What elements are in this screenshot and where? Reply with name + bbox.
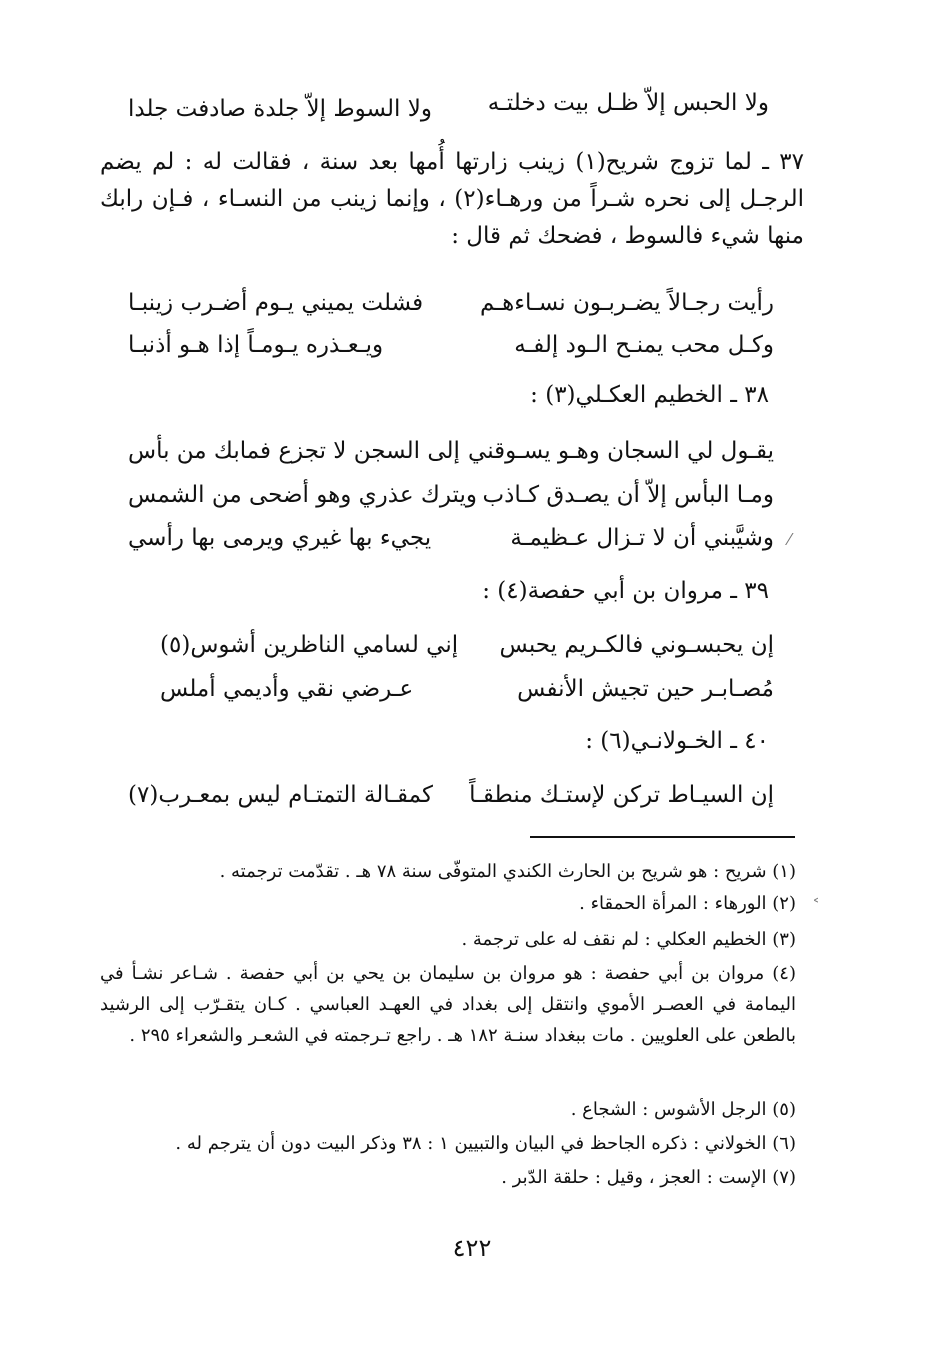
verse-right-hemistich: إن يحبسـوني فالكـريم يحبس [499, 632, 774, 658]
section-heading-39: ٣٩ ـ مروان بن أبي حفصة(٤) : [482, 578, 769, 604]
verse-right-hemistich: رأيت رجـالاً يضـربـون نسـاءهـم [480, 290, 774, 316]
margin-mark: ⁄ [788, 530, 791, 549]
footnote-6: (٦) الخولاني : ذكره الجاحظ في البيان والتبيين ١ : ٣٨ وذكر البيت دون أن يترجم له . [175, 1133, 796, 1154]
section-heading-40: ٤٠ ـ الخـولانـي(٦) : [585, 728, 769, 754]
footnote-4: (٤) مروان بن أبي حفصة : هو مروان بن سليمان بن يحي بن أبي حفصة . شـاعر نشـأ في اليمامة في العصـر الأموي وانتقل إلى بغداد في العهـد العباسي . كـان يتقـرّب إلى الرشيد بالطعن على العلويين . مات ببغداد سنـة ١٨٢ هـ . راجع تـرجمته في الشعـر والشعراء ٢٩٥ . [100, 963, 796, 1046]
verse-left-hemistich: إني لسامي الناظرين أشوس(٥) [160, 632, 459, 658]
footnote-3: (٣) الخطيم العكلي : لم نقف له على ترجمة . [461, 929, 796, 950]
verse-right-hemistich: مُصـابـر حين تجيش الأنفس [517, 676, 774, 702]
verse-left-hemistich: ويترك عذري وهو أضحى من الشمس [128, 482, 477, 508]
verse-left-hemistich: كمقـالة التمتـام ليس بمعـرب(٧) [128, 782, 433, 808]
verse-left-hemistich: عـرضي نقي وأديمي أملس [160, 676, 414, 702]
verse-left-hemistich: يجيء بها غيري ويرمى بها رأسي [128, 525, 432, 551]
verse-right-hemistich: إن السيـاط تركن لإستـك منطقـاً [469, 782, 774, 808]
verse-right-hemistich: وكـل محب يمنـح الـود إلفـه [514, 332, 774, 358]
footnote-2: (٢) الورهاء : المرأة الحمقاء . [579, 893, 796, 914]
section-heading-38: ٣٨ ـ الخطيم العكـلي(٣) : [530, 382, 769, 408]
paragraph-37: ٣٧ ـ لما تزوج شريح(١) زينب زارتها أُمها بعد سنة ، فقالت له : لم يضم الرجـل إلى نحره شـراً من ورهـاء(٢) ، وإنما زينب من النسـاء ، فـإن رابك منها شيء فالسوط ، فضحك ثم قال : [100, 149, 804, 249]
margin-mark: ˂ [812, 896, 820, 915]
verse-right-hemistich: وشيَّبني أن لا تـزال عـظيمـة [510, 525, 774, 551]
footnote-1: (١) شريح : هو شريح بن الحارث الكندي المتوفّى سنة ٧٨ هـ . تقدّمت ترجمته . [219, 861, 796, 882]
verse-right-hemistich: ولا الحبس إلاّ ظـل بيت دخلتـه [487, 90, 769, 116]
verse-left-hemistich: ولا السوط إلاّ جلدة صادفت جلدا [128, 96, 432, 122]
verse-left-hemistich: ويـعـذره يـومـاً إذا هـو أذنبـا [128, 332, 384, 358]
footnote-5: (٥) الرجل الأشوس : الشجاع . [570, 1099, 796, 1120]
verse-right-hemistich: ومـا البأس إلاّ أن يصـدق كـاذب [482, 482, 774, 508]
page-number: ٤٢٢ [452, 1234, 492, 1262]
footnote-7: (٧) الإست : العجز ، وقيل : حلقة الدّبر . [501, 1167, 796, 1188]
verse-right-hemistich: يقـول لي السجان وهـو يسـوقني [468, 438, 774, 464]
verse-left-hemistich: إلى السجن لا تجزع فمابك من بأس [128, 438, 460, 464]
footnote-separator [530, 836, 795, 838]
verse-left-hemistich: فشلت يميني يـوم أضـرب زينبـا [128, 290, 424, 316]
